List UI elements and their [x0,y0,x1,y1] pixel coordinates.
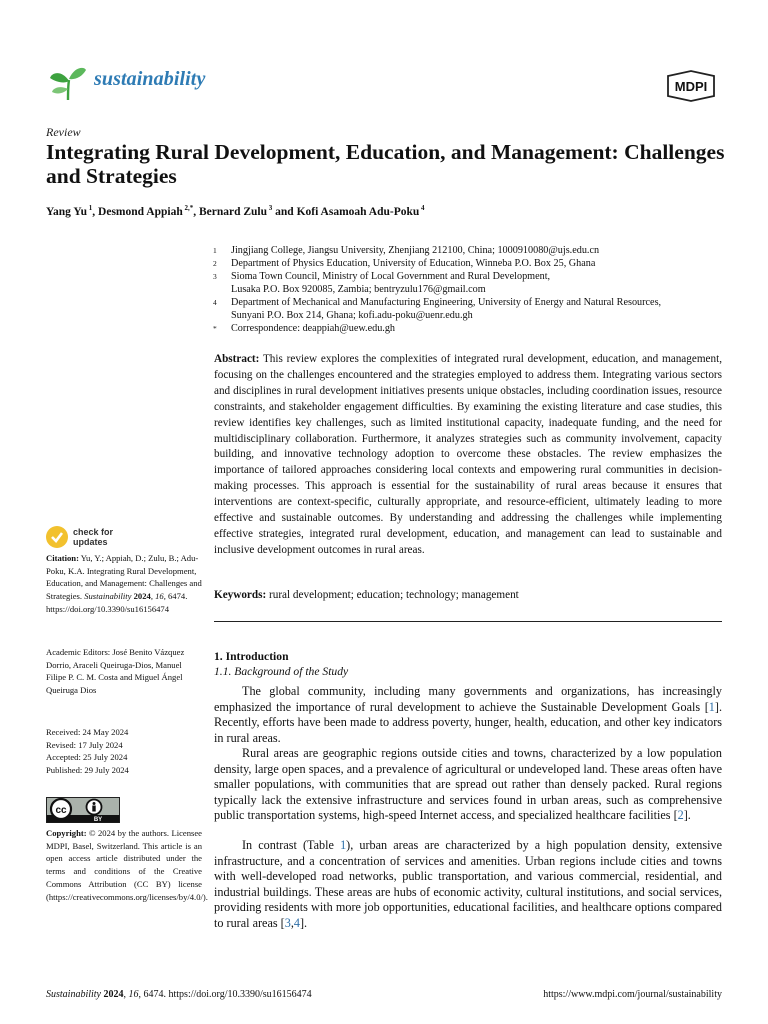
article-type: Review [46,125,81,139]
keywords-text: rural development; education; technology; management [269,589,519,601]
author-affiliation-marker: 3 [267,204,273,212]
reference-link[interactable]: 4 [293,915,300,930]
author-name[interactable]: Yang Yu [46,205,88,218]
keywords [214,589,722,601]
affiliation-number: 2 [213,259,217,268]
citation-label: Citation: [46,553,79,563]
abstract [214,352,722,559]
affiliation-number [213,309,231,322]
affiliations [213,244,733,335]
affiliation-number: 1 [213,246,217,255]
reference-link[interactable]: 1 [708,699,715,714]
affiliation-item [213,296,733,309]
dates-block [46,726,202,777]
citation-journal: Sustainability [84,591,132,602]
section-heading-introduction: 1. Introduction [214,650,289,663]
published-date: Published: 29 July 2024 [46,765,129,776]
affiliation-text: Department of Physics Education, University of Education, Winneba P.O. Box 25, Ghana [231,258,596,269]
copyright-label: Copyright: [46,828,87,838]
svg-text:cc: cc [55,805,67,816]
abstract-text: This review explores the complexities of integrated rural development, education, and management, focusing on the challenges encountered and the strategies employed to address them. Integrating various sectors and disciplines in rural development initiatives presents unique obstacles, including coordination issues, resource constraints, and stakeholder engagement difficulties. By examining the existing literature and case studies, this review identifies key challenges, such as limited institutional capacity, inadequate funding, and the need for multidisciplinary collaboration. Furthermore, it analyzes strategies such as community involvement, capacity building, and innovative technology adoption to overcome these obstacles. The review emphasizes the importance of tailored approaches considering local contexts and empowering rural communities in decision-making processes. This approach is essential for the sustainability of rural areas because it ensures that interventions are context-specific, culturally appropriate, and resource-efficient, ultimately leading to more effective and sustainable outcomes. By understanding and addressing the challenges while implementing effective strategies, integrated rural development, education, and management can lead to sustainable and inclusive development outcomes in rural areas. [214,353,722,556]
article-title: Integrating Rural Development, Education, and Management: Challenges and Strategies [46,140,725,188]
keywords-label: Keywords: [214,589,267,601]
citation-doi-link[interactable]: https://doi.org/10.3390/su16156474 [46,603,170,614]
abstract-divider [214,621,722,622]
journal-name: sustainability [94,68,206,90]
author-list: Yang Yu $^1$, Desmond Appiah $^{2,*}$, Bernard Zulu $^3$ and Kofi Asamoah Adu-Poku $^4$ [46,204,425,218]
check-updates-line1: check for [73,527,114,537]
footer-citation: Sustainability 2024, 16, 6474. https://doi.org/10.3390/su16156474 [46,989,312,1000]
cc-by-license-icon[interactable] [46,797,120,823]
affiliation-text: Lusaka P.O. Box 920085, Zambia; bentryzulu176@gmail.com [231,284,486,295]
affiliation-item [213,257,733,270]
author-affiliation-marker: 2,* [182,204,194,212]
affiliation-text: Sioma Town Council, Ministry of Local Government and Rural Development, [231,271,551,282]
mdpi-logo-text: MDPI [674,79,708,94]
affiliation-item [213,322,733,335]
paragraph-1: The global community, including many governments and organizations, has increasingly emphasized the importance of rural development to achieve the Sustainable Development Goals [1]. Recently, efforts have been made to address poverty, hunger, health, education, and other key indicators in rural areas. [214,684,722,745]
copyright-text: © 2024 by the authors. Licensee MDPI, Basel, Switzerland. This article is an open access article distributed under the terms and conditions of the Creative Commons Attribution (CC BY) license (https://creativecommons.org/licenses/by/4.0/). [46,828,208,902]
affiliation-item [213,309,733,322]
affiliation-number: 4 [213,298,217,307]
affiliation-number: * [213,324,217,333]
reference-link[interactable]: 2 [677,808,684,823]
footer-journal-link[interactable]: https://www.mdpi.com/journal/sustainability [543,989,722,1000]
check-icon [46,526,68,548]
citation-text: Yu, Y.; Appiah, D.; Zulu, B.; Adu-Poku, K.A. Integrating Rural Development, Education, and Management: Challenges and Strategies. [46,553,202,602]
affiliation-text: Department of Mechanical and Manufacturing Engineering, University of Energy and Natural Resources, [231,297,662,308]
mdpi-logo [662,70,720,102]
citation-article: , 6474. [163,591,188,602]
paragraph-3: In contrast (Table 1), urban areas are characterized by a high population density, extensive infrastructure, and a concentration of services and amenities. Urban regions include cities and towns with well-developed road networks, public transportation, and various commercial, residential, and industrial buildings. These areas are hubs of economic activity, cultural institutions, and social services, providing residents with more job opportunities, educational facilities, and healthcare options compared to rural areas [3,4]. [214,838,722,930]
seedling-icon [48,64,88,102]
reference-link[interactable]: 3 [284,915,291,930]
affiliation-text: Correspondence: deappiah@uew.edu.gh [231,323,396,334]
citation-block: Citation: Yu, Y.; Appiah, D.; Zulu, B.; Adu-Poku, K.A. Integrating Rural Development, Education, and Management: Challenges and Strategies. Sustainability 2024, 16, 6474. https://doi.org/10.3390/su16156474 [46,553,202,614]
check-updates-line2: updates [73,537,108,547]
academic-editors: Academic Editors: José Benito Vázquez Dorrio, Araceli Queiruga-Dios, Manuel Filipe P. C. M. Costa and Miguel Ángel Queiruga Dios [46,647,185,696]
author-name[interactable]: Kofi Asamoah Adu-Poku [296,205,420,218]
revised-date: Revised: 17 July 2024 [46,739,123,750]
affiliation-item [213,283,733,296]
citation-volume: 16 [155,591,164,602]
affiliation-item [213,244,733,257]
check-for-updates-button[interactable] [46,526,156,552]
citation-year: 2024 [133,591,151,602]
subsection-heading-background: 1.1. Background of the Study [214,665,349,678]
table-reference-link[interactable]: 1 [340,838,347,852]
author-affiliation-marker: 1 [87,204,93,212]
affiliation-number [213,283,231,296]
author-affiliation-marker: 4 [419,204,425,212]
accepted-date: Accepted: 25 July 2024 [46,752,128,763]
abstract-label: Abstract: [214,353,260,365]
affiliation-text: Jingjiang College, Jiangsu University, Zhenjiang 212100, China; 1000910080@ujs.edu.cn [231,245,600,256]
affiliation-text: Sunyani P.O. Box 214, Ghana; kofi.adu-poku@uenr.edu.gh [231,310,473,321]
affiliation-item [213,270,733,283]
copyright-block [46,827,208,903]
author-name[interactable]: Bernard Zulu [198,205,268,218]
received-date: Received: 24 May 2024 [46,727,129,737]
affiliation-number: 3 [213,272,217,281]
paragraph-2: Rural areas are geographic regions outside cities and towns, characterized by a low population density, large open spaces, and a prevalence of agricultural or undeveloped land. These areas often have smaller populations, with communities that are spread out rather than densely packed. Rural regions typically lack the extensive infrastructure and services found in urban areas, such as comprehensive public transportation systems, high-speed Internet access, and specialized healthcare facilities [2]. [214,746,722,823]
author-name[interactable]: Desmond Appiah [98,205,183,218]
cc-by-label: BY [93,817,103,823]
